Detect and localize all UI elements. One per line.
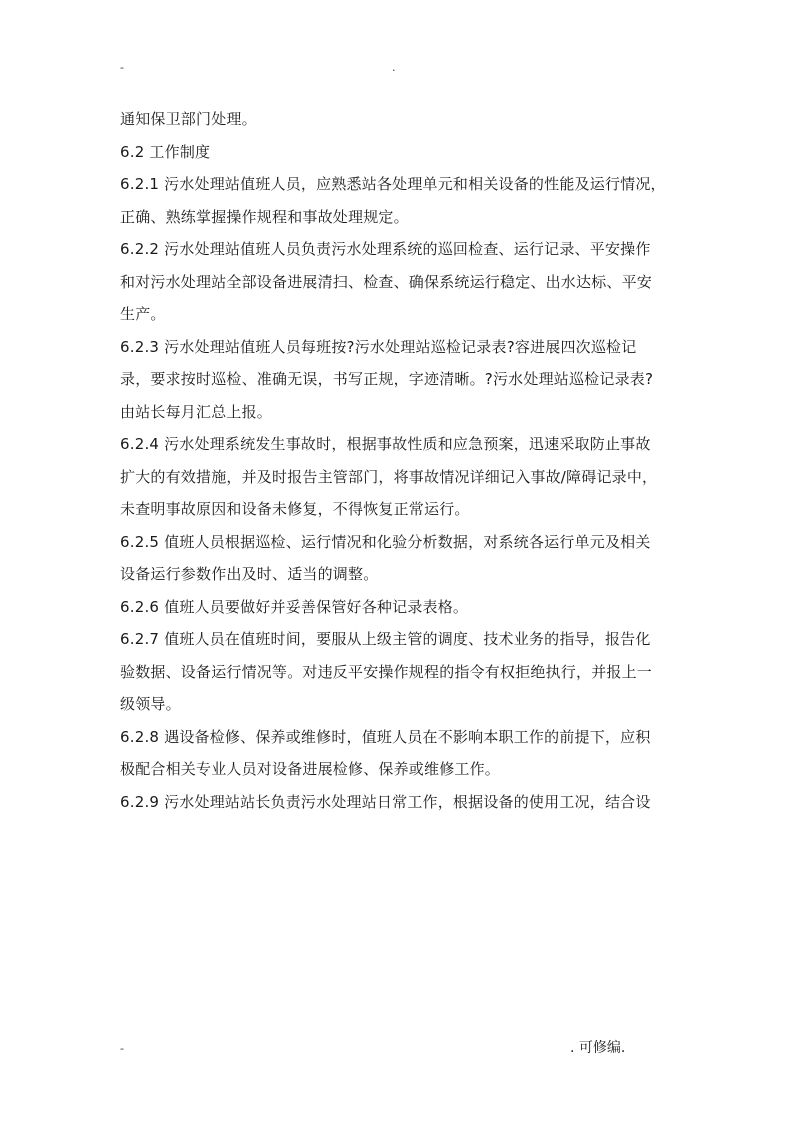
text-line: 通知保卫部门处理。 bbox=[120, 110, 257, 128]
text-line: 和对污水处理站全部设备进展清扫、检查、确保系统运行稳定、出水达标、平安 bbox=[120, 272, 653, 291]
document-body bbox=[120, 103, 690, 818]
text-line: 6.2.1 污水处理站值班人员，应熟悉站各处理单元和相关设备的性能及运行情况， bbox=[120, 175, 666, 193]
text-line: 录，要求按时巡检、准确无误，书写正规，字迹清晰。?污水处理站巡检记录表? bbox=[120, 370, 654, 388]
section-heading: 6.2 工作制度 bbox=[120, 142, 211, 161]
footer-left-mark: - bbox=[120, 1042, 124, 1055]
text-line: 6.2.4 污水处理系统发生事故时，根据事故性质和应急预案，迅速采取防止事故 bbox=[120, 435, 651, 453]
header-right-mark: . bbox=[392, 61, 396, 74]
text-line: 6.2.5 值班人员根据巡检、运行情况和化验分析数据，对系统各运行单元及相关 bbox=[120, 532, 651, 551]
text-line: 6.2.2 污水处理站值班人员负责污水处理系统的巡回检查、运行记录、平安操作 bbox=[120, 240, 651, 258]
text-line: 级领导。 bbox=[120, 695, 181, 713]
text-line: 6.2.3 污水处理站值班人员每班按?污水处理站巡检记录表?容进展四次巡检记 bbox=[120, 337, 637, 356]
text-line: 6.2.6 值班人员要做好并妥善保管好各种记录表格。 bbox=[120, 597, 469, 616]
text-line: 由站长每月汇总上报。 bbox=[120, 402, 273, 421]
text-line: 极配合相关专业人员对设备进展检修、保养或维修工作。 bbox=[120, 760, 501, 778]
text-line: 正确、熟练掌握操作规程和事故处理规定。 bbox=[120, 207, 409, 226]
header-left-mark: - bbox=[120, 61, 124, 74]
text-line: 6.2.8 遇设备检修、保养或维修时，值班人员在不影响本职工作的前提下，应积 bbox=[120, 727, 651, 746]
text-line: 6.2.7 值班人员在值班时间，要服从上级主管的调度、技术业务的指导，报告化 bbox=[120, 630, 651, 648]
text-line: 未查明事故原因和设备未修复，不得恢复正常运行。 bbox=[120, 500, 470, 518]
text-line: 验数据、设备运行情况等。对违反平安操作规程的指令有权拒绝执行，并报上一 bbox=[120, 662, 653, 681]
text-line: 扩大的有效措施，并及时报告主管部门，将事故情况详细记入事故/障碍记录中， bbox=[120, 467, 658, 486]
text-line: 6.2.9 污水处理站站长负责污水处理站日常工作，根据设备的使用工况，结合设 bbox=[120, 792, 651, 811]
text-line: 设备运行参数作出及时、适当的调整。 bbox=[120, 565, 379, 583]
footer-editable-note: . 可修编. bbox=[570, 1040, 626, 1056]
text-line: 生产。 bbox=[120, 305, 166, 323]
